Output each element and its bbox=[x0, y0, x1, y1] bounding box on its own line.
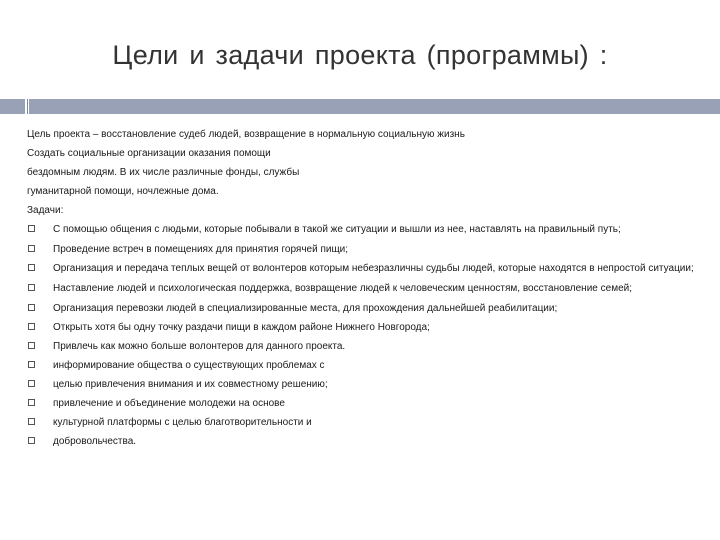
square-bullet-icon bbox=[28, 284, 35, 291]
square-bullet-icon bbox=[28, 361, 35, 368]
list-item bbox=[27, 321, 697, 334]
list-item-text: Организация перевозки людей в специализированные места, для прохождения дальнейшей реабилитации; bbox=[53, 303, 558, 314]
list-item-text: Наставление людей и психологическая поддержка, возвращение людей к человеческим ценностям, восстановление семей; bbox=[53, 283, 632, 294]
square-bullet-icon bbox=[28, 323, 35, 330]
square-bullet-icon bbox=[28, 304, 35, 311]
list-item bbox=[27, 302, 697, 315]
square-bullet-icon bbox=[28, 342, 35, 349]
goal-paragraph: Цель проекта – восстановление судеб людей, возвращение в нормальную социальную жизнь bbox=[27, 129, 465, 140]
list-item-text: добровольчества. bbox=[53, 436, 137, 447]
list-item bbox=[27, 223, 697, 236]
slide-title: Цели и задачи проекта (программы) : bbox=[112, 40, 608, 70]
list-item bbox=[27, 359, 697, 372]
list-item-text: целью привлечения внимания и их совместному решению; bbox=[53, 379, 328, 390]
list-item-text: С помощью общения с людьми, которые побывали в такой же ситуации и вышли из нее, наставлять на правильный путь; bbox=[53, 224, 621, 235]
list-item bbox=[27, 282, 697, 295]
title-underline-bar bbox=[0, 99, 720, 114]
list-item-text: Проведение встреч в помещениях для принятия горячей пищи; bbox=[53, 244, 349, 255]
list-item bbox=[27, 262, 697, 275]
square-bullet-icon bbox=[28, 399, 35, 406]
intro-paragraph-line-2: бездомным людям. В их числе различные фонды, службы bbox=[27, 167, 300, 178]
square-bullet-icon bbox=[28, 437, 35, 444]
square-bullet-icon bbox=[28, 264, 35, 271]
list-item-text: Организация и передача теплых вещей от волонтеров которым небезразличны судьбы людей, которые находятся в непростой ситуации; bbox=[53, 263, 694, 274]
list-item bbox=[27, 378, 697, 391]
list-item-text: Привлечь как можно больше волонтеров для данного проекта. bbox=[53, 341, 346, 352]
square-bullet-icon bbox=[28, 245, 35, 252]
list-item-text: привлечение и объединение молодежи на основе bbox=[53, 398, 285, 409]
intro-paragraph-line-1: Создать социальные организации оказания помощи bbox=[27, 148, 271, 159]
square-bullet-icon bbox=[28, 418, 35, 425]
tasks-heading: Задачи: bbox=[27, 205, 64, 216]
intro-paragraph-line-3: гуманитарной помощи, ночлежные дома. bbox=[27, 186, 219, 197]
square-bullet-icon bbox=[28, 380, 35, 387]
underline-left-block bbox=[0, 99, 25, 114]
list-item bbox=[27, 435, 697, 448]
list-item-text: информирование общества о существующих проблемах с bbox=[53, 360, 325, 371]
list-item bbox=[27, 243, 697, 256]
list-item-text: Открыть хотя бы одну точку раздачи пищи в каждом районе Нижнего Новгорода; bbox=[53, 322, 430, 333]
list-item bbox=[27, 416, 697, 429]
underline-main-bar bbox=[29, 99, 720, 114]
list-item-text: культурной платформы с целью благотворительности и bbox=[53, 417, 312, 428]
list-item bbox=[27, 340, 697, 353]
tasks-list bbox=[27, 223, 697, 448]
list-item bbox=[27, 397, 697, 410]
underline-divider bbox=[27, 99, 28, 114]
square-bullet-icon bbox=[28, 225, 35, 232]
slide-body bbox=[27, 128, 697, 454]
